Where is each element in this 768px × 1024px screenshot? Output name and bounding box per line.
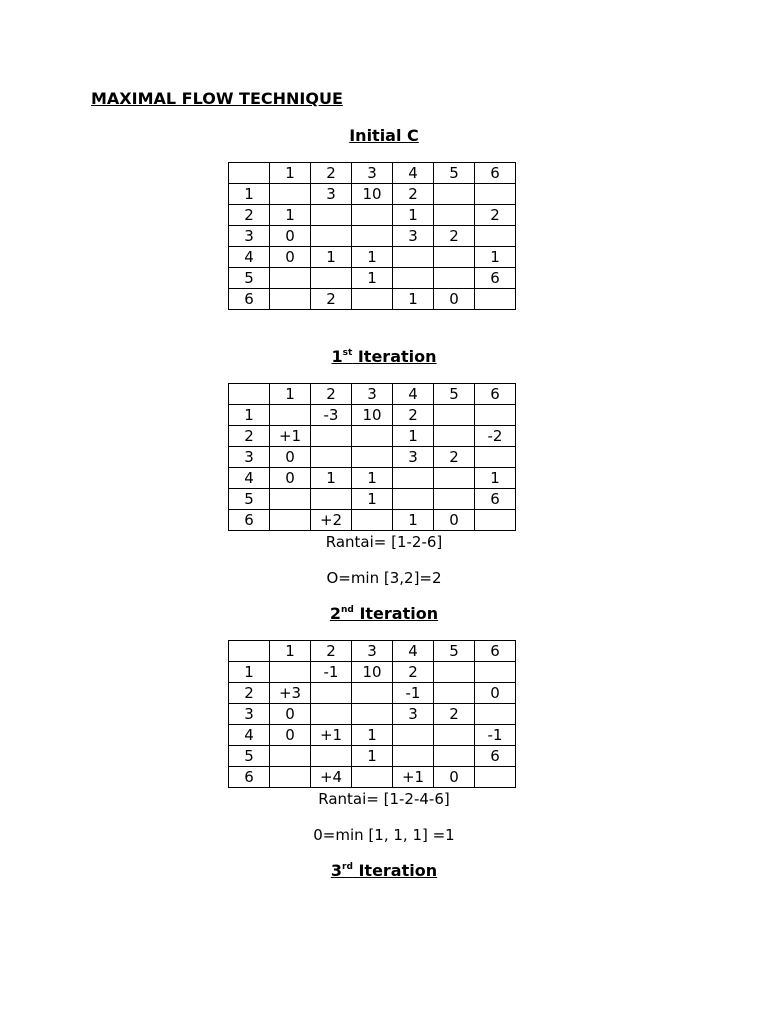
capacity-cell [270,489,311,510]
capacity-cell: +3 [270,683,311,704]
corner-cell [229,163,270,184]
capacity-cell [270,405,311,426]
capacity-cell: -3 [311,405,352,426]
document-title: MAXIMAL FLOW TECHNIQUE [91,89,343,108]
capacity-cell [434,468,475,489]
table-row [229,184,516,205]
capacity-cell [434,725,475,746]
table-row [229,205,516,226]
table-row [229,725,516,746]
capacity-cell [475,662,516,683]
capacity-cell: 3 [393,226,434,247]
capacity-cell: 1 [352,725,393,746]
capacity-cell: 2 [393,662,434,683]
capacity-cell [311,226,352,247]
row-header-cell: 4 [229,247,270,268]
column-header-cell: 3 [352,384,393,405]
capacity-cell: +1 [311,725,352,746]
capacity-cell: 0 [270,468,311,489]
capacity-cell: 10 [352,184,393,205]
capacity-cell: 1 [475,247,516,268]
capacity-cell: 2 [475,205,516,226]
capacity-cell: +4 [311,767,352,788]
row-header-cell: 5 [229,489,270,510]
capacity-cell: 1 [311,468,352,489]
capacity-cell [270,662,311,683]
column-header-cell: 6 [475,163,516,184]
capacity-cell: 1 [393,426,434,447]
column-header-cell: 2 [311,163,352,184]
capacity-cell: -1 [475,725,516,746]
header-row [229,384,516,405]
capacity-cell [434,405,475,426]
capacity-cell [352,510,393,531]
corner-cell [229,384,270,405]
capacity-cell [311,205,352,226]
capacity-cell [434,426,475,447]
table-row [229,247,516,268]
capacity-cell [352,289,393,310]
column-header-cell: 2 [311,641,352,662]
chain-note-iteration-1: Rantai= [1-2-6] [325,533,443,551]
capacity-cell [352,447,393,468]
table-row [229,226,516,247]
capacity-cell: 10 [352,662,393,683]
capacity-cell: 1 [311,247,352,268]
table-row [229,405,516,426]
capacity-cell [352,767,393,788]
row-header-cell: 3 [229,704,270,725]
row-header-cell: 4 [229,468,270,489]
column-header-cell: 3 [352,641,393,662]
capacity-cell: 6 [475,746,516,767]
section-heading-initial: Initial C [349,126,419,145]
capacity-cell [475,289,516,310]
capacity-cell: 1 [393,510,434,531]
capacity-cell [434,247,475,268]
capacity-cell: 6 [475,268,516,289]
capacity-cell: 2 [434,226,475,247]
capacity-cell [434,662,475,683]
table-row [229,510,516,531]
row-header-cell: 5 [229,746,270,767]
table-row [229,447,516,468]
row-header-cell: 1 [229,662,270,683]
capacity-cell [270,746,311,767]
row-header-cell: 2 [229,683,270,704]
table-row [229,426,516,447]
matrix-table-iteration-2 [228,640,516,788]
capacity-cell [393,725,434,746]
capacity-cell [311,268,352,289]
column-header-cell: 4 [393,384,434,405]
capacity-cell [270,767,311,788]
capacity-cell: 1 [393,205,434,226]
capacity-cell: 1 [352,268,393,289]
capacity-cell: 0 [434,767,475,788]
table-row [229,746,516,767]
table-row [229,489,516,510]
capacity-cell [475,447,516,468]
header-row [229,641,516,662]
capacity-cell: -1 [311,662,352,683]
capacity-cell: 0 [270,725,311,746]
column-header-cell: 6 [475,384,516,405]
corner-cell [229,641,270,662]
capacity-cell [270,510,311,531]
column-header-cell: 2 [311,384,352,405]
column-header-cell: 1 [270,163,311,184]
capacity-cell [475,184,516,205]
capacity-cell [475,226,516,247]
capacity-cell: 3 [311,184,352,205]
row-header-cell: 1 [229,184,270,205]
capacity-cell [434,184,475,205]
chain-note-iteration-2: Rantai= [1-2-4-6] [318,790,450,808]
table-row [229,289,516,310]
column-header-cell: 1 [270,384,311,405]
min-note-iteration-1: O=min [3,2]=2 [326,569,442,587]
section-heading-iteration-3: 3rd Iteration [330,861,438,880]
capacity-cell [270,268,311,289]
capacity-cell [475,405,516,426]
row-header-cell: 4 [229,725,270,746]
capacity-cell [311,746,352,767]
capacity-cell: 0 [270,704,311,725]
capacity-cell: 1 [393,289,434,310]
capacity-cell: 2 [311,289,352,310]
row-header-cell: 3 [229,447,270,468]
table-row [229,468,516,489]
capacity-cell: +1 [393,767,434,788]
column-header-cell: 4 [393,163,434,184]
capacity-cell [393,746,434,767]
capacity-cell [311,704,352,725]
column-header-cell: 6 [475,641,516,662]
min-note-iteration-2: 0=min [1, 1, 1] =1 [313,826,455,844]
capacity-cell: 0 [270,226,311,247]
table-row [229,662,516,683]
capacity-cell [311,426,352,447]
capacity-cell [393,247,434,268]
row-header-cell: 3 [229,226,270,247]
capacity-cell [434,268,475,289]
capacity-cell: 0 [270,247,311,268]
row-header-cell: 6 [229,289,270,310]
row-header-cell: 6 [229,767,270,788]
column-header-cell: 5 [434,641,475,662]
row-header-cell: 2 [229,205,270,226]
table-row [229,767,516,788]
capacity-cell [352,205,393,226]
capacity-cell: 0 [434,289,475,310]
capacity-cell: -1 [393,683,434,704]
capacity-cell: 2 [434,704,475,725]
capacity-cell [352,704,393,725]
capacity-cell: +1 [270,426,311,447]
capacity-cell [352,683,393,704]
capacity-cell [270,184,311,205]
table-row [229,704,516,725]
row-header-cell: 5 [229,268,270,289]
matrix-table-initial [228,162,516,310]
column-header-cell: 1 [270,641,311,662]
capacity-cell [434,205,475,226]
capacity-cell [434,746,475,767]
capacity-cell [475,767,516,788]
capacity-cell: 1 [475,468,516,489]
capacity-cell: 3 [393,704,434,725]
capacity-cell: 1 [352,247,393,268]
column-header-cell: 3 [352,163,393,184]
section-heading-iteration-1: 1st Iteration [331,347,437,366]
capacity-cell: 2 [393,184,434,205]
capacity-cell: 0 [475,683,516,704]
capacity-cell: -2 [475,426,516,447]
capacity-cell: 3 [393,447,434,468]
row-header-cell: 2 [229,426,270,447]
capacity-cell: 1 [352,468,393,489]
capacity-cell [352,226,393,247]
capacity-cell: 1 [352,489,393,510]
capacity-cell: 0 [270,447,311,468]
row-header-cell: 6 [229,510,270,531]
capacity-cell [434,489,475,510]
row-header-cell: 1 [229,405,270,426]
matrix-table-iteration-1 [228,383,516,531]
capacity-cell [393,268,434,289]
column-header-cell: 5 [434,384,475,405]
column-header-cell: 5 [434,163,475,184]
capacity-cell: 10 [352,405,393,426]
capacity-cell [270,289,311,310]
capacity-cell: 2 [393,405,434,426]
capacity-cell: 6 [475,489,516,510]
capacity-cell: 2 [434,447,475,468]
capacity-cell: 1 [352,746,393,767]
capacity-cell: 1 [270,205,311,226]
capacity-cell [393,468,434,489]
capacity-cell [475,510,516,531]
capacity-cell: 0 [434,510,475,531]
capacity-cell [311,489,352,510]
capacity-cell [393,489,434,510]
header-row [229,163,516,184]
capacity-cell [434,683,475,704]
table-row [229,268,516,289]
capacity-cell [352,426,393,447]
capacity-cell: +2 [311,510,352,531]
section-heading-iteration-2: 2nd Iteration [329,604,439,623]
capacity-cell [311,447,352,468]
capacity-cell [475,704,516,725]
table-row [229,683,516,704]
column-header-cell: 4 [393,641,434,662]
capacity-cell [311,683,352,704]
